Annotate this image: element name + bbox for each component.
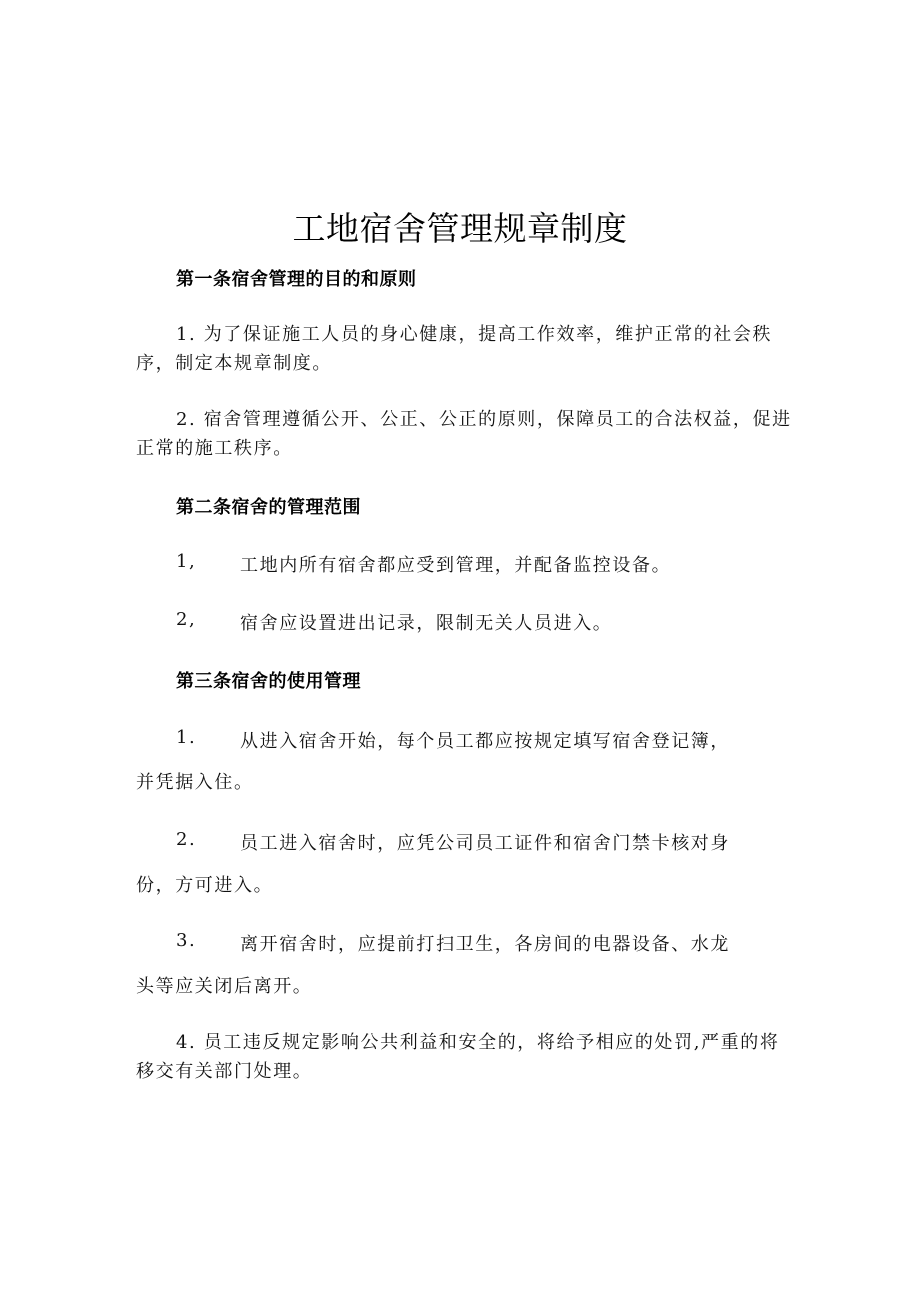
section-3-heading: 第三条宿舍的使用管理 — [176, 671, 361, 692]
section-3-item-2-continuation: 份，方可进入。 — [136, 875, 274, 896]
item-text: 宿舍应设置进出记录，限制无关人员进入。 — [240, 613, 613, 634]
section-3-item-3-continuation: 头等应关闭后离开。 — [136, 976, 313, 997]
item-number: 1, — [176, 551, 197, 572]
section-1-heading: 第一条宿舍管理的目的和原则 — [176, 269, 417, 290]
section-3-paragraph-4: 4. 员工违反规定影响公共利益和安全的，将给予相应的处罚,严重的将移交有关部门处理。 — [136, 1032, 780, 1082]
section-3-item-1-continuation: 并凭据入住。 — [136, 772, 254, 793]
item-number: 1. — [176, 727, 197, 748]
item-text: 工地内所有宿舍都应受到管理，并配备监控设备。 — [240, 555, 672, 576]
document-title: 工地宿舍管理规章制度 — [292, 209, 628, 248]
item-number: 2. — [176, 829, 197, 850]
item-text: 从进入宿舍开始，每个员工都应按规定填写宿舍登记簿， — [240, 731, 730, 752]
item-text: 员工进入宿舍时，应凭公司员工证件和宿舍门禁卡核对身 — [240, 833, 730, 854]
item-text: 离开宿舍时，应提前打扫卫生，各房间的电器设备、水龙 — [240, 934, 730, 955]
section-2-heading: 第二条宿舍的管理范围 — [176, 497, 361, 518]
section-1-paragraph-1: 1. 为了保证施工人员的身心健康，提高工作效率，维护正常的社会秩序，制定本规章制度。 — [136, 324, 773, 374]
item-number: 3. — [176, 930, 197, 951]
item-number: 2, — [176, 609, 197, 630]
section-1-paragraph-2: 2. 宿舍管理遵循公开、公正、公正的原则，保障员工的合法权益，促进正常的施工秩序。 — [136, 409, 792, 459]
